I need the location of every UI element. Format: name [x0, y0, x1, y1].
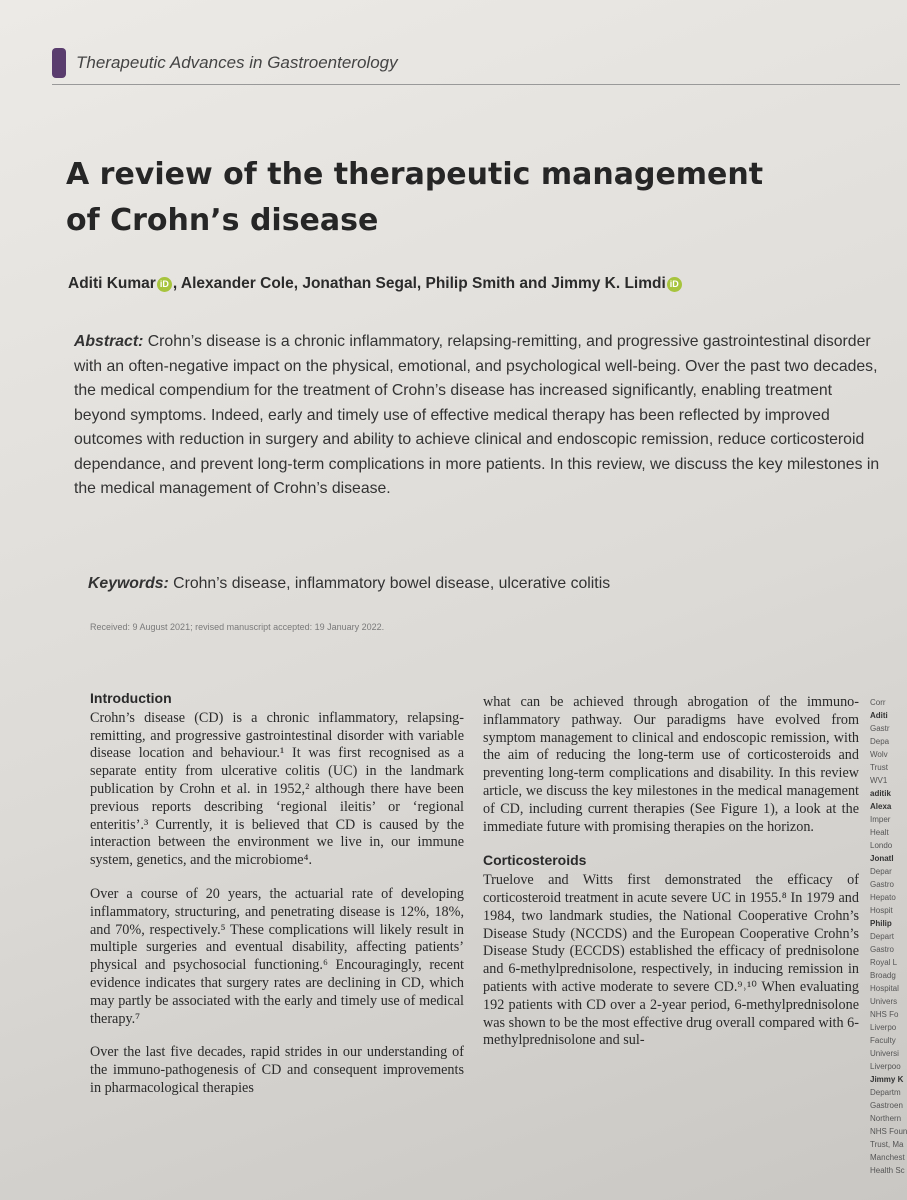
abstract — [74, 330, 884, 502]
sidebar-entry: Healt — [870, 828, 889, 837]
author-list — [68, 275, 683, 293]
paragraph: Truelove and Witts first demonstrated the efficacy of corticosteroid treatment in acute severe UC in 1955.⁸ In 1979 and 1984, two landmark studies, the National Cooperative Crohn’s Disease Study (NCCDS) and the European Cooperative Crohn’s Disease Study (ECCDS) established the efficacy of prednisolone and 6-methylprednisolone, respectively, in inducing remission in patients with active moderate to severe CD.⁹˒¹⁰ When evaluating 192 patients with CD over a 2-year period, 6-methylprednisolone was shown to be the most effective drug overall compared with 6-methylprednisolone and sul- — [483, 872, 859, 1049]
sidebar-entry: Univers — [870, 997, 898, 1006]
sidebar-entry: Trust, Ma — [870, 1140, 904, 1149]
author-names-rest: , Alexander Cole, Jonathan Segal, Philip Smith and Jimmy K. Limdi — [172, 275, 666, 292]
title-line-2: of Crohn’s disease — [66, 203, 379, 238]
sidebar-entry: Alexa — [870, 802, 892, 811]
sidebar-entry: Gastr — [870, 724, 890, 733]
sidebar-entry: Health Sc — [870, 1166, 905, 1175]
section-heading-introduction: Introduction — [90, 690, 172, 706]
sidebar-entry: Aditi — [870, 711, 888, 720]
sidebar-entry: Corr — [870, 698, 886, 707]
sidebar-entry: Depa — [870, 737, 890, 746]
sidebar-entry: Depar — [870, 867, 892, 876]
sidebar-entry: aditik — [870, 789, 891, 798]
body-column-left — [90, 690, 464, 1114]
keywords-text: Crohn’s disease, inflammatory bowel disease, ulcerative colitis — [173, 575, 611, 592]
abstract-text: Crohn’s disease is a chronic inflammatory, relapsing-remitting, and progressive gastrointestinal disorder with an often-negative impact on the physical, emotional, and psychological well-being. Over the past two decades, the medical compendium for the treatment of Crohn’s disease has increased significantly, enabling treatment beyond symptoms. Indeed, early and timely use of effective medical therapy has been reflected by improved outcomes with reduction in surgery and ability to achieve clinical and endoscopic remission, reduce corticosteroid dependance, and prevent long-term complications in more patients. In this review, we discuss the key milestones in the medical management of Crohn’s disease. — [74, 333, 880, 497]
sidebar-entry: Hospital — [870, 984, 899, 993]
sidebar-entry: Royal L — [870, 958, 898, 967]
sidebar-entry: Faculty — [870, 1036, 896, 1045]
sidebar-entry: Gastro — [870, 880, 895, 889]
journal-header — [52, 48, 398, 78]
sidebar-entry: Northern — [870, 1114, 902, 1123]
sidebar-entry: Gastroen — [870, 1101, 903, 1110]
orcid-icon[interactable]: iD — [157, 277, 172, 292]
sidebar-entry: WV1 — [870, 776, 888, 785]
sidebar-entry: Jimmy K — [870, 1075, 904, 1084]
sidebar-entry: Liverpo — [870, 1023, 897, 1032]
keywords — [88, 575, 610, 593]
paragraph: what can be achieved through abrogation of the immuno-inflammatory pathway. Our paradigms have evolved from symptom management to clinical and endoscopic remission, with the aim of reducing the long-term use of corticosteroids and preventing long-term complications and disability. In this review article, we discuss the key milestones in the medical management of CD, including current therapies (See Figure 1), a look at the immediate future with promising therapies on the horizon. — [483, 694, 859, 835]
received-dates: Received: 9 August 2021; revised manuscript accepted: 19 January 2022. — [90, 622, 385, 632]
abstract-label: Abstract: — [74, 333, 144, 350]
body-column-right — [483, 694, 859, 1066]
keywords-label: Keywords: — [88, 575, 169, 592]
sidebar-entry: Hepato — [870, 893, 896, 902]
sidebar-entry: Broadg — [870, 971, 896, 980]
sidebar-entry: Imper — [870, 815, 891, 824]
sidebar-entry: Departm — [870, 1088, 901, 1097]
paragraph: Over a course of 20 years, the actuarial rate of developing inflammatory, structuring, and penetrating disease is 12%, 18%, and 70%, respectively.⁵ These complications will likely result in multiple surgeries and eventual disability, affecting patients’ physical and psychosocial functioning.⁶ Encouragingly, recent evidence indicates that surgery rates are declining in CD, which may partly be associated with the early and timely use of medical therapy.⁷ — [90, 885, 464, 1027]
journal-logo-icon — [52, 48, 66, 78]
sidebar-entry: Trust — [870, 763, 888, 772]
paragraph: Crohn’s disease (CD) is a chronic inflammatory, relapsing-remitting, and progressive gastrointestinal disorder with variable disease location and behaviour.¹ It was first recognised as a separate entity from ulcerative colitis (UC) in the landmark publication by Crohn et al. in 1952,² although there have been previous reports describing ‘regional ileitis’ or ‘regional enteritis’.³ Currently, it is believed that CD is caused by the interaction between the environment we live in, our immune system, genetics, and the microbiome⁴. — [90, 709, 464, 869]
title-line-1: A review of the therapeutic management — [66, 157, 764, 192]
sidebar-entry: NHS Fo — [870, 1010, 899, 1019]
journal-name: Therapeutic Advances in Gastroenterology — [76, 53, 398, 72]
sidebar-entry: Wolv — [870, 750, 888, 759]
orcid-icon[interactable]: iD — [667, 277, 682, 292]
sidebar-entry: NHS Foun — [870, 1127, 907, 1136]
sidebar-entry: Philip — [870, 919, 892, 928]
sidebar-entry: Londo — [870, 841, 893, 850]
author-affiliations-sidebar — [870, 696, 907, 1177]
paragraph: Over the last five decades, rapid strides in our understanding of the immuno-pathogenesis of CD and consequent improvements in pharmacological therapies — [90, 1044, 464, 1096]
author-aditi-kumar: Aditi Kumar — [68, 275, 156, 292]
sidebar-entry: Gastro — [870, 945, 895, 954]
article-title — [66, 152, 826, 244]
section-heading-corticosteroids: Corticosteroids — [483, 852, 587, 869]
sidebar-entry: Jonatl — [870, 854, 894, 863]
sidebar-entry: Hospit — [870, 906, 893, 915]
sidebar-entry: Liverpoo — [870, 1062, 901, 1071]
sidebar-entry: Depart — [870, 932, 895, 941]
sidebar-entry: Universi — [870, 1049, 899, 1058]
sidebar-entry: Manchest — [870, 1153, 905, 1162]
header-divider — [52, 84, 900, 85]
